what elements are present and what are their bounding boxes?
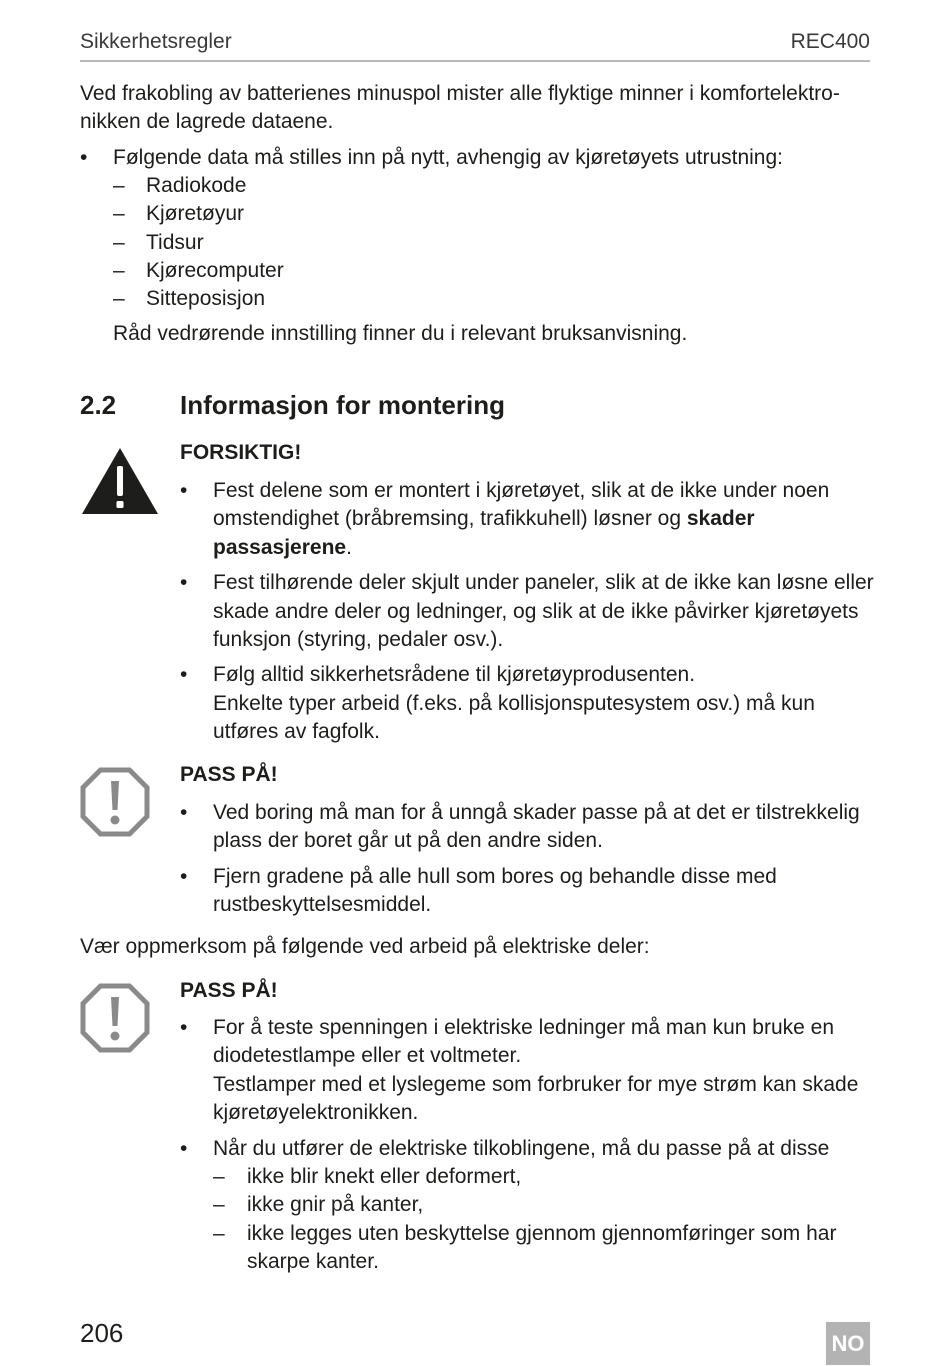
bullet-marker: •: [80, 146, 88, 169]
caution-b1-emphasis: passasjerene: [213, 536, 347, 559]
data-list-lead: Følgende data må stilles inn på nytt, avhengig av kjøretøyets utrustning:: [113, 146, 784, 169]
dash-marker: –: [213, 1165, 225, 1188]
header-product-name: REC400: [790, 30, 870, 53]
page-header: [80, 28, 870, 62]
notice-heading: PASS PÅ!: [180, 763, 278, 786]
notice2-b2-sub-item: ikke legges uten beskyttelse gjennom gjennomføringer som har: [247, 1222, 837, 1245]
bullet-marker: •: [180, 479, 188, 502]
data-list-item: Radiokode: [146, 174, 247, 197]
notice1-b2-line-1: Fjern gradene på alle hull som bores og behandle disse med: [213, 865, 777, 888]
bullet-marker: •: [180, 801, 188, 824]
bullet-marker: •: [180, 571, 188, 594]
notice2-b2-line-1: Når du utfører de elektriske tilkoblingene, må du passe på at disse: [213, 1137, 830, 1160]
caution-b1-line-2: [213, 505, 755, 534]
dash-marker: –: [113, 259, 125, 282]
data-list-item: Kjørecomputer: [146, 259, 284, 282]
notice-heading: PASS PÅ!: [180, 979, 278, 1002]
data-list-item: Kjøretøyur: [146, 202, 245, 225]
caution-b2-line-1: Fest tilhørende deler skjult under paneler, slik at de ikke kan løsne eller: [213, 571, 874, 594]
bullet-marker: •: [180, 1137, 188, 1160]
electrical-intro: Vær oppmerksom på følgende ved arbeid på elektriske deler:: [80, 935, 650, 958]
notice-octagon-icon: [80, 983, 150, 1058]
notice2-b1-line-2: diodetestlampe eller et voltmeter.: [213, 1044, 522, 1067]
caution-heading: FORSIKTIG!: [180, 441, 302, 464]
caution-b1-text: omstendighet (bråbremsing, trafikkuhell) løsner og: [213, 507, 687, 530]
dash-marker: –: [213, 1222, 225, 1245]
dash-marker: –: [113, 202, 125, 225]
notice2-b2-sub-item: ikke gnir på kanter,: [247, 1193, 424, 1216]
language-badge: NO: [826, 1322, 870, 1365]
caution-b1-line-3: [213, 534, 352, 563]
caution-b1-emphasis: skader: [686, 507, 755, 530]
notice1-b2-line-2: rustbeskyttelsesmiddel.: [213, 893, 432, 916]
notice2-b2-sub-item-cont: skarpe kanter.: [247, 1250, 379, 1273]
notice1-b1-line-2: plass der boret går ut på den andre siden.: [213, 829, 603, 852]
notice2-b1-line-4: kjøretøyelektronikken.: [213, 1101, 419, 1124]
caution-b2-line-3: funksjon (styring, pedaler osv.).: [213, 628, 504, 651]
caution-b3-line-1: Følg alltid sikkerhetsrådene til kjøretøyprodusenten.: [213, 663, 696, 686]
caution-b1-line-1: Fest delene som er montert i kjøretøyet, slik at de ikke under noen: [213, 479, 830, 502]
data-list-item: Tidsur: [146, 231, 204, 254]
data-list-item: Sitteposisjon: [146, 287, 266, 310]
header-chapter-title: Sikkerhetsregler: [80, 30, 232, 53]
warning-triangle-icon: [80, 446, 160, 521]
intro-line-1: Ved frakobling av batterienes minuspol mister alle flyktige minner i komfortelektro-: [80, 82, 840, 105]
caution-b2-line-2: skade andre deler og ledninger, og slik at de ikke påvirker kjøretøyets: [213, 600, 859, 623]
notice2-b1-line-3: Testlamper med et lyslegeme som forbruker for mye strøm kan skade: [213, 1073, 859, 1096]
page-number: 206: [80, 1318, 124, 1348]
notice-octagon-icon: [80, 767, 150, 842]
dash-marker: –: [113, 174, 125, 197]
bullet-marker: •: [180, 865, 188, 888]
intro-line-2: nikken de lagrede dataene.: [80, 110, 334, 133]
section-title: Informasjon for montering: [180, 390, 505, 420]
notice2-b1-line-1: For å teste spenningen i elektriske ledninger må man kun bruke en: [213, 1016, 835, 1039]
caution-b3-line-2: Enkelte typer arbeid (f.eks. på kollisjonsputesystem osv.) må kun: [213, 692, 815, 715]
caution-b1-period: .: [346, 536, 352, 559]
dash-marker: –: [113, 231, 125, 254]
data-list-note: Råd vedrørende innstilling finner du i relevant bruksanvisning.: [113, 322, 688, 345]
caution-b3-line-3: utføres av fagfolk.: [213, 720, 380, 743]
dash-marker: –: [213, 1193, 225, 1216]
bullet-marker: •: [180, 1016, 188, 1039]
section-number: 2.2: [80, 390, 117, 420]
notice1-b1-line-1: Ved boring må man for å unngå skader passe på at det er tilstrekkelig: [213, 801, 860, 824]
notice2-b2-sub-item: ikke blir knekt eller deformert,: [247, 1165, 522, 1188]
dash-marker: –: [113, 287, 125, 310]
bullet-marker: •: [180, 663, 188, 686]
